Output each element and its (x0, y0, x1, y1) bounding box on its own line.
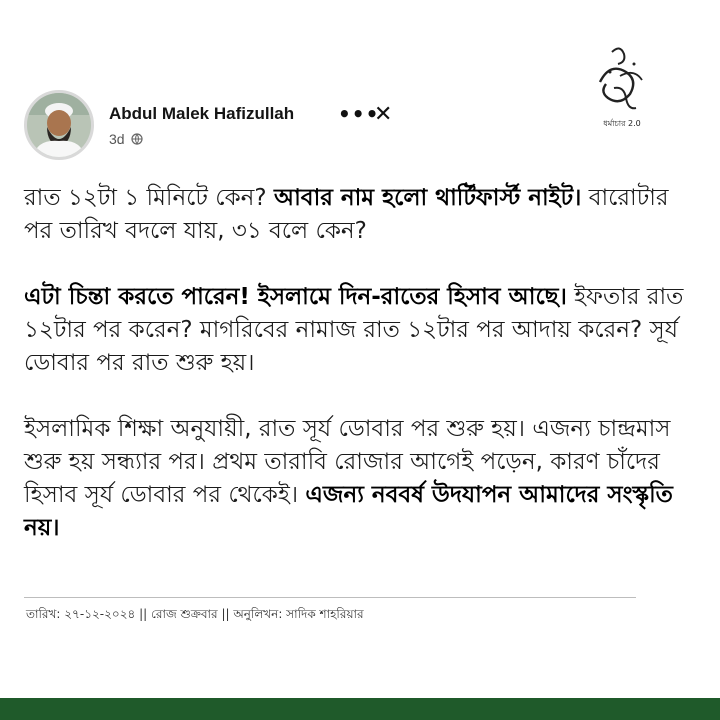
globe-icon (131, 133, 143, 145)
avatar[interactable] (24, 90, 94, 160)
paragraph-1: রাত ১২টা ১ মিনিটে কেন? আবার নাম হলো থার্টিফার্স্ট নাইট। বারোটার পর তারিখ বদলে যায়, ৩১ বলে কেন? (24, 185, 669, 244)
more-options-button[interactable]: ••• (338, 102, 380, 126)
post-body (24, 182, 704, 578)
avatar-image (27, 93, 91, 157)
bottom-bar (0, 698, 720, 720)
paragraph-3: ইসলামিক শিক্ষা অনুযায়ী, রাত সূর্য ডোবার পর শুরু হয়। এজন্য চান্দ্রমাস শুরু হয় সন্ধ্যার পর। প্রথম তারাবি রোজার আগেই পড়েন, কারণ চাঁদের হিসাব সূর্য ডোবার পর থেকেই। এজন্য নববর্ষ উদযাপন আমাদের সংস্কৃতি নয়। (24, 416, 673, 541)
post-footer: তারিখ: ২৭-১২-২০২৪ || রোজ শুক্রবার || অনুলিখন: সাদিক শাহরিয়ার (26, 607, 364, 621)
paragraph-2: এটা চিন্তা করতে পারেন! ইসলামে দিন-রাতের হিসাব আছে। ইফতার রাত ১২টার পর করেন? মাগরিবের নামাজ রাত ১২টার পর আদায় করেন? সূর্য ডোবার পর রাত শুরু হয়। (24, 284, 684, 376)
logo-text: ধর্মাচার 2.0 (603, 119, 641, 128)
post-time[interactable]: 3d (109, 131, 125, 147)
post-meta (109, 131, 143, 147)
close-button[interactable]: ✕ (374, 102, 393, 127)
divider (24, 597, 636, 598)
author-name[interactable]: Abdul Malek Hafizullah (109, 104, 295, 123)
brand-logo (590, 42, 650, 130)
